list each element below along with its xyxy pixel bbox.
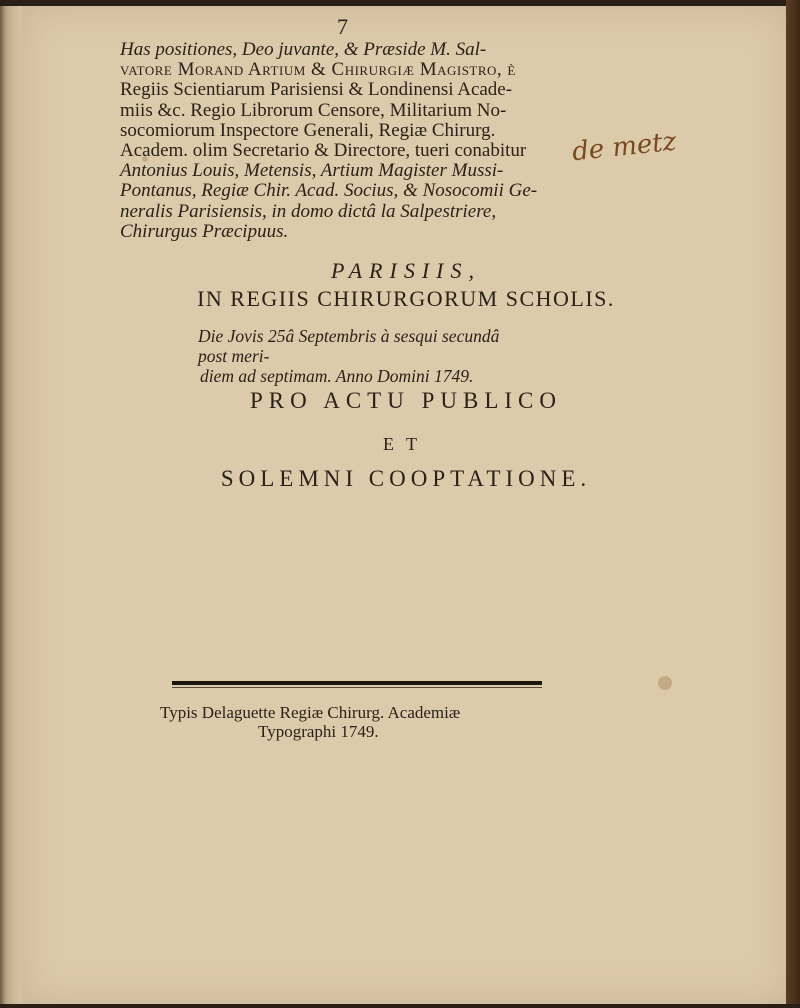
- body-line: Antonius Louis, Metensis, Artium Magister Mussi-: [120, 160, 504, 182]
- body-line: socomiorum Inspectore Generali, Regiæ Chirurg.: [120, 119, 496, 141]
- book-spine: [0, 0, 24, 1008]
- body-line: miis &c. Regio Librorum Censore, Militarium No-: [120, 99, 507, 121]
- date-line: Die Jovis 25â Septembris à sesqui secundâ post meri-: [198, 326, 500, 366]
- place-line: PARISIIS,: [331, 258, 481, 283]
- handwritten-annotation: de metz: [570, 126, 678, 168]
- date-line: diem ad septimam. Anno Domini 1749.: [200, 366, 474, 386]
- solemni-cooptatione: SOLEMNI COOPTATIONE.: [220, 466, 592, 491]
- page-number: 7: [337, 14, 348, 39]
- date-block: [198, 326, 528, 386]
- pro-actu-publico: PRO ACTU PUBLICO: [250, 388, 562, 413]
- page-bottom-edge: [0, 1004, 800, 1008]
- foxing-stain: [658, 676, 672, 690]
- body-line: Chirurgus Præcipuus.: [120, 220, 289, 242]
- body-line: vatore Morand Artium & Chirurgiæ Magistro, è: [120, 59, 516, 81]
- body-line: neralis Parisiensis, in domo dictâ la Salpestriere,: [120, 200, 497, 222]
- body-line: Has positiones, Deo juvante, & Præside M. Sal-: [120, 39, 487, 60]
- imprint: [160, 703, 620, 741]
- page-top-edge: [0, 0, 800, 6]
- page-right-edge: [786, 0, 800, 1008]
- et-line: ET: [383, 434, 429, 454]
- imprint-line: Typographi 1749.: [258, 722, 379, 741]
- printer-rule-thin: [172, 687, 542, 688]
- body-line: Pontanus, Regiæ Chir. Acad. Socius, & Nosocomii Ge-: [120, 180, 538, 202]
- thesis-statement: [120, 40, 550, 242]
- body-line: Regiis Scientiarum Parisiensi & Londinensi Acade-: [120, 79, 513, 101]
- printer-rule: [172, 681, 542, 685]
- body-line: Academ. olim Secretario & Directore, tueri conabitur: [120, 140, 527, 162]
- imprint-line: Typis Delaguette Regiæ Chirurg. Academiæ: [160, 703, 461, 722]
- school-line: IN REGIIS CHIRURGORUM SCHOLIS.: [197, 286, 615, 311]
